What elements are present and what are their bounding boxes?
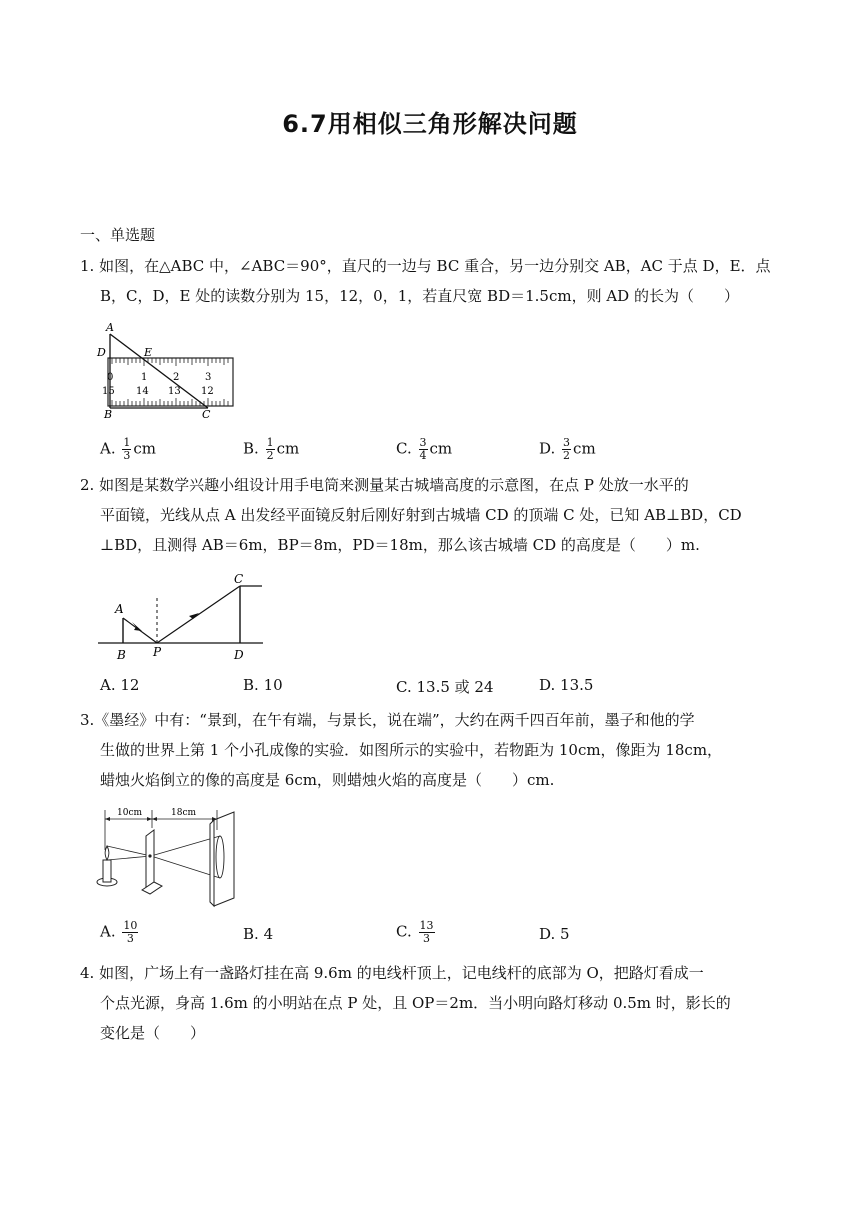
option-c[interactable]: C. $\frac{13}{3}$: [396, 919, 434, 945]
label-d: D: [97, 346, 106, 359]
question-3: [80, 705, 785, 795]
tick-label: 1: [141, 372, 148, 383]
label-e: E: [144, 346, 153, 359]
option-a[interactable]: A. $\frac{10}{3}$: [100, 919, 138, 945]
option-b[interactable]: B. $\frac{1}{2}$ cm: [243, 436, 300, 462]
question-text: 3.《墨经》中有：“景到，在午有端，与景长，说在端”，大约在两千四百年前，墨子和他的学: [80, 711, 695, 729]
figure-ruler-triangle: [96, 320, 246, 420]
option-c[interactable]: C. 13.5 或 24: [396, 678, 494, 696]
option-b[interactable]: B. 4: [243, 925, 274, 943]
question-2: [80, 470, 785, 560]
tick-label: 15: [102, 386, 115, 397]
question-text: 平面镜，光线从点 A 出发经平面镜反射后刚好射到古城墙 CD 的顶端 C 处，已知 AB⊥BD，CD: [100, 506, 742, 524]
question-text: 4. 如图，广场上有一盏路灯挂在高 9.6m 的电线杆顶上，记电线杆的底部为 O，把路灯看成一: [80, 964, 704, 982]
tick-label: 0: [107, 372, 114, 383]
distance-label: 18cm: [171, 808, 197, 818]
option-d[interactable]: D. 13.5: [539, 676, 594, 694]
label-b: B: [117, 648, 126, 662]
question-text: 个点光源，身高 1.6m 的小明站在点 P 处，且 OP＝2m．当小明向路灯移动 0.5m 时，影长的: [100, 994, 731, 1012]
tick-label: 13: [168, 386, 181, 397]
option-d[interactable]: D. $\frac{3}{2}$ cm: [539, 436, 596, 462]
option-a[interactable]: A. $\frac{1}{3}$ cm: [100, 436, 157, 462]
tick-label: 14: [136, 386, 149, 397]
figure-pinhole-camera: [96, 800, 241, 910]
option-b[interactable]: B. 10: [243, 676, 283, 694]
label-b: B: [104, 408, 113, 420]
label-c: C: [202, 408, 211, 420]
figure-mirror-wall: [96, 570, 266, 662]
question-text: 蜡烛火焰倒立的像的高度是 6cm，则蜡烛火焰的高度是（ ）cm.: [100, 771, 555, 789]
question-text: 1. 如图，在△ABC 中，∠ABC＝90°，直尺的一边与 BC 重合，另一边分别交 AB，AC 于点 D，E．点: [80, 257, 771, 275]
option-d[interactable]: D. 5: [539, 925, 570, 943]
question-text: 2. 如图是某数学兴趣小组设计用手电筒来测量某古城墙高度的示意图，在点 P 处放一水平的: [80, 476, 689, 494]
tick-label: 2: [173, 372, 180, 383]
question-1: [80, 251, 785, 311]
tick-label: 3: [205, 372, 212, 383]
page-title: 6.7用相似三角形解决问题: [282, 110, 578, 138]
question-4: [80, 958, 785, 1048]
distance-label: 10cm: [117, 808, 143, 818]
label-d: D: [234, 648, 244, 662]
option-a[interactable]: A. 12: [100, 676, 140, 694]
tick-label: 12: [201, 386, 214, 397]
option-c[interactable]: C. $\frac{3}{4}$ cm: [396, 436, 453, 462]
label-a: A: [106, 321, 114, 334]
section-heading: 一、单选题: [80, 226, 156, 244]
question-text: B，C，D，E 处的读数分别为 15，12，0，1，若直尺宽 BD＝1.5cm，则 AD 的长为（ ）: [100, 287, 739, 305]
question-text: ⊥BD，且测得 AB＝6m，BP＝8m，PD＝18m，那么该古城墙 CD 的高度是（ ）m.: [100, 536, 700, 554]
label-c: C: [234, 572, 244, 586]
label-a: A: [115, 602, 124, 616]
label-p: P: [153, 645, 162, 659]
question-text: 生做的世界上第 1 个小孔成像的实验．如图所示的实验中，若物距为 10cm，像距为 18cm，: [100, 741, 723, 759]
question-text: 变化是（ ）: [100, 1024, 206, 1042]
